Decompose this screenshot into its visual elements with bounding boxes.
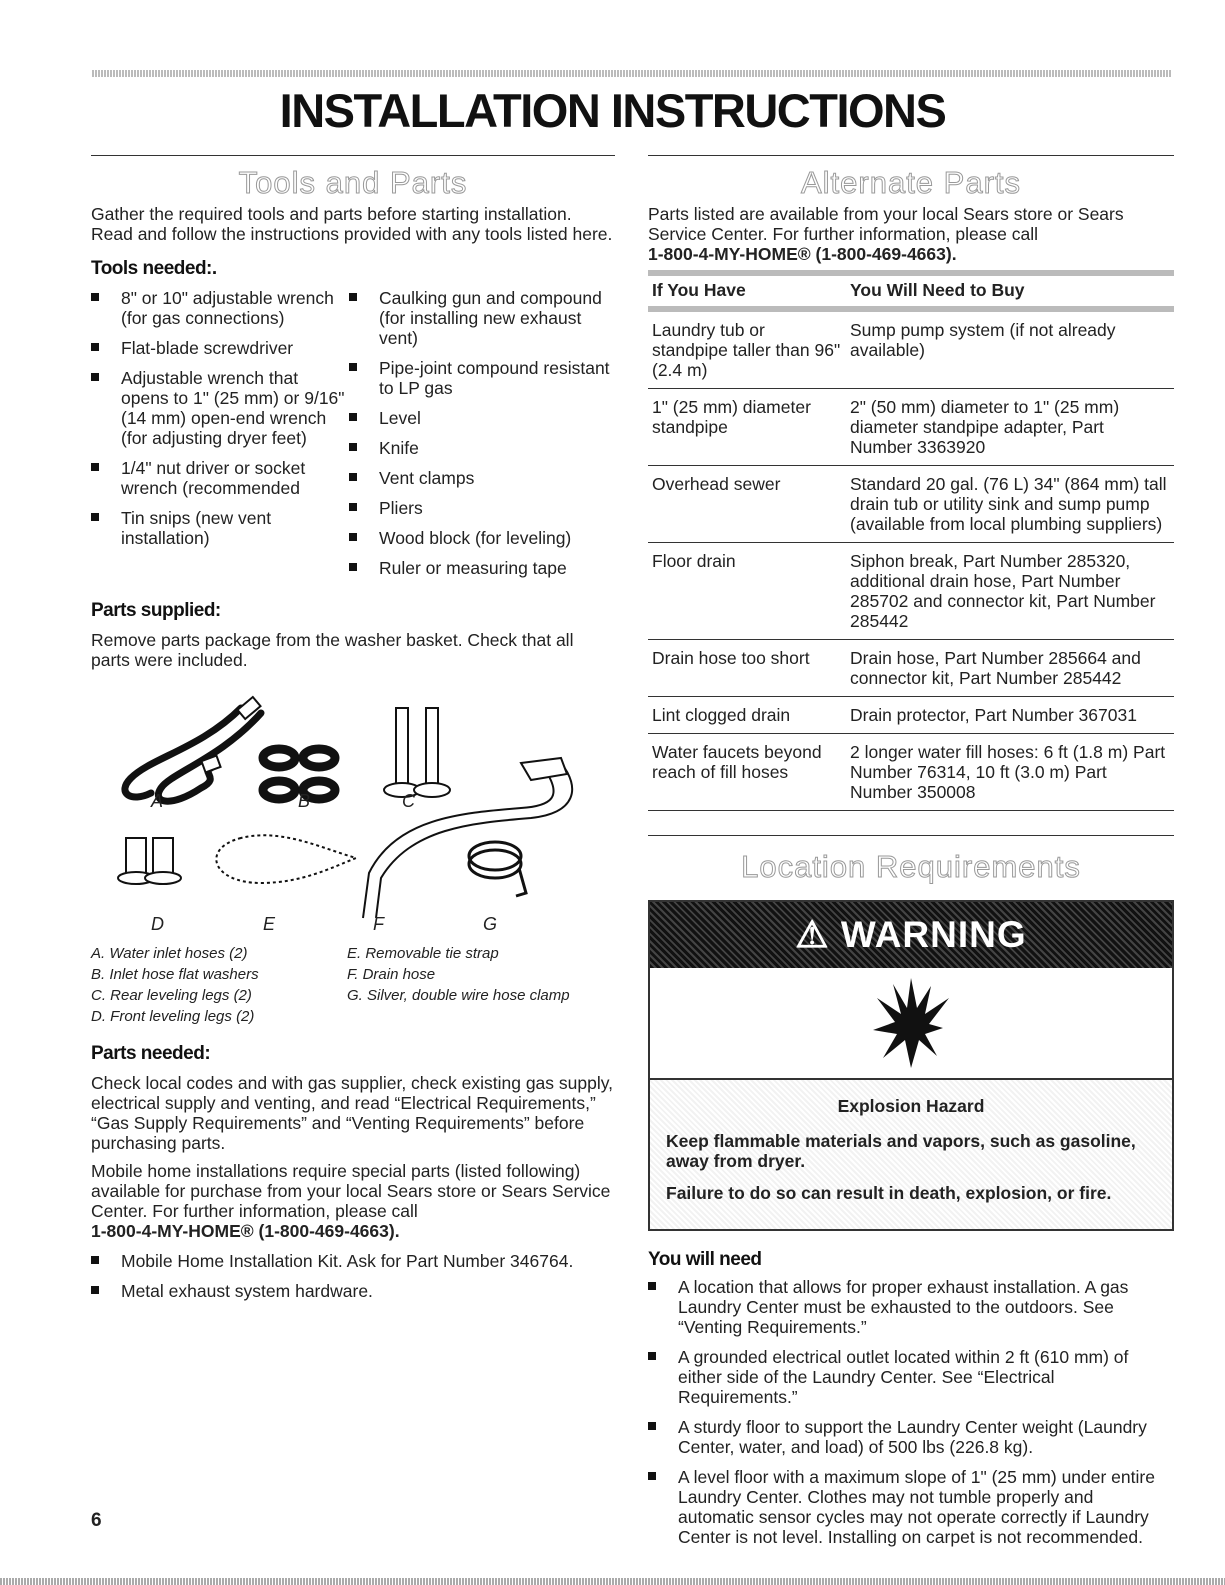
parts-needed-title: Parts needed: <box>91 1043 211 1064</box>
list-item <box>349 288 615 348</box>
section-heading-location: Location Requirements <box>741 849 1081 884</box>
explosion-icon <box>871 978 951 1068</box>
front-leveling-legs-drawing <box>118 838 181 884</box>
table-header: If You Have <box>648 273 846 309</box>
alternate-parts-table <box>648 270 1174 811</box>
part-letter-g: G <box>483 914 498 934</box>
list-item-text: A level floor with a maximum slope of 1" (25 mm) under entire Laundry Center. Clothes may not tumble properly and automatic sensor cycles may not operate correctly if Laundry Center is not level. Installing on carpet is not recommended. <box>678 1467 1155 1547</box>
water-inlet-hoses-drawing <box>125 708 261 801</box>
section-rule <box>648 155 1174 156</box>
tie-strap-drawing <box>216 835 356 883</box>
table-row <box>648 640 1174 697</box>
list-item-text: Pliers <box>379 498 423 518</box>
parts-supplied-title: Parts supplied: <box>91 600 221 621</box>
page-title: INSTALLATION INSTRUCTIONS <box>279 84 946 137</box>
table-cell: Lint clogged drain <box>648 697 846 734</box>
bullet-icon <box>91 293 99 301</box>
list-item-text: Caulking gun and compound (for installing new exhaust vent) <box>379 288 602 348</box>
parts-needed-list <box>91 1251 615 1301</box>
list-item <box>91 368 349 448</box>
parts-needed-text: Check local codes and with gas supplier, check existing gas supply, electrical supply and venting, and read “Electrical Requirements,” “Gas Supply Requirements” and “Venting Requirements” before purchasing parts. <box>91 1073 614 1153</box>
list-item-text: Ruler or measuring tape <box>379 558 567 578</box>
warning-label: WARNING <box>840 914 1027 955</box>
warning-box <box>648 900 1174 1231</box>
rear-leveling-legs-drawing <box>384 708 450 797</box>
list-item-text: Flat-blade screwdriver <box>121 338 294 358</box>
bullet-icon <box>349 503 357 511</box>
warning-triangle-icon: ⚠ <box>795 914 830 955</box>
list-item <box>349 408 615 428</box>
captions-col2 <box>347 943 570 1027</box>
list-item-text: 8" or 10" adjustable wrench (for gas connections) <box>121 288 334 328</box>
list-item-text: Tin snips (new vent installation) <box>121 508 272 548</box>
you-will-need-title: You will need <box>648 1249 762 1270</box>
list-item <box>648 1467 1174 1547</box>
bullet-icon <box>648 1282 656 1290</box>
table-cell: 1" (25 mm) diameter standpipe <box>648 389 846 466</box>
list-item <box>648 1277 1174 1337</box>
section-rule <box>648 835 1174 836</box>
list-item-text: A location that allows for proper exhaust installation. A gas Laundry Center must be exhausted to the outdoors. See “Venting Requirements.” <box>678 1277 1129 1337</box>
list-item <box>349 558 615 578</box>
list-item <box>91 338 349 358</box>
warning-text <box>650 1080 1172 1229</box>
bullet-icon <box>349 473 357 481</box>
bullet-icon <box>349 293 357 301</box>
table-cell: Drain hose, Part Number 285664 and connector kit, Part Number 285442 <box>846 640 1174 697</box>
drain-hose-drawing <box>363 758 572 918</box>
alternate-intro-text: Parts listed are available from your local Sears store or Sears Service Center. For further information, please call <box>648 204 1124 244</box>
list-item <box>349 498 615 518</box>
parts-drawing <box>91 678 615 943</box>
table-cell: 2 longer water fill hoses: 6 ft (1.8 m) Part Number 76314, 10 ft (3.0 m) Part Number 350008 <box>846 734 1174 811</box>
table-cell: Drain protector, Part Number 367031 <box>846 697 1174 734</box>
table-cell: Water faucets beyond reach of fill hoses <box>648 734 846 811</box>
caption: A. Water inlet hoses (2) <box>91 945 248 962</box>
bullet-icon <box>349 533 357 541</box>
table-header: You Will Need to Buy <box>846 273 1174 309</box>
bullet-icon <box>91 463 99 471</box>
section-heading-tools-parts: Tools and Parts <box>238 165 468 200</box>
table-cell: Laundry tub or standpipe taller than 96" (2.4 m) <box>648 309 846 389</box>
right-column <box>648 155 1174 1557</box>
list-item <box>91 1251 615 1271</box>
mobile-home-intro: Mobile home installations require special parts (listed following) available for purchase from your local Sears store or Sears Service Center. For further information, please call <box>91 1161 611 1221</box>
part-letter-f: F <box>373 914 384 934</box>
table-cell: Siphon break, Part Number 285320, additional drain hose, Part Number 285702 and connector kit, Part Number 285442 <box>846 543 1174 640</box>
table-cell: Standard 20 gal. (76 L) 34" (864 mm) tall drain tub or utility sink and sump pump (available from local plumbing suppliers) <box>846 466 1174 543</box>
caption: F. Drain hose <box>347 966 436 983</box>
bullet-icon <box>91 343 99 351</box>
part-letter-d: D <box>151 914 164 934</box>
list-item <box>648 1347 1174 1407</box>
list-item-text: A grounded electrical outlet located within 2 ft (610 mm) of either side of the Laundry Center. See “Electrical Requirements.” <box>678 1347 1129 1407</box>
table-cell: Drain hose too short <box>648 640 846 697</box>
list-item-text: 1/4" nut driver or socket wrench (recommended <box>121 458 306 498</box>
caption: D. Front leveling legs (2) <box>91 1008 255 1025</box>
list-item-text: Knife <box>379 438 419 458</box>
parts-captions <box>91 943 615 1027</box>
bullet-icon <box>648 1422 656 1430</box>
part-letter-b: B <box>298 791 311 811</box>
section-rule <box>91 155 615 156</box>
caption: B. Inlet hose flat washers <box>91 966 259 983</box>
parts-illustration <box>91 678 615 943</box>
parts-supplied-text: Remove parts package from the washer basket. Check that all parts were included. <box>91 630 574 670</box>
table-row <box>648 697 1174 734</box>
table-row <box>648 734 1174 811</box>
table-row <box>648 389 1174 466</box>
bullet-icon <box>648 1472 656 1480</box>
hazard-title: Explosion Hazard <box>837 1096 985 1116</box>
table-row <box>648 466 1174 543</box>
list-item-text: Vent clamps <box>379 468 475 488</box>
bullet-icon <box>91 1256 99 1264</box>
bullet-icon <box>349 413 357 421</box>
list-item <box>91 288 349 328</box>
table-cell: Overhead sewer <box>648 466 846 543</box>
table-row <box>648 543 1174 640</box>
section-heading-alternate-parts: Alternate Parts <box>800 165 1022 200</box>
table-row <box>648 309 1174 389</box>
bullet-icon <box>91 1286 99 1294</box>
table-cell: Sump pump system (if not already available) <box>846 309 1174 389</box>
top-decorative-bar <box>92 70 1172 77</box>
list-item-text: Mobile Home Installation Kit. Ask for Part Number 346764. <box>121 1251 574 1271</box>
bullet-icon <box>349 563 357 571</box>
list-item-text: A sturdy floor to support the Laundry Center weight (Laundry Center, water, and load) of 500 lbs (226.8 kg). <box>678 1417 1147 1457</box>
list-item <box>91 458 349 498</box>
hazard-consequence: Failure to do so can result in death, explosion, or fire. <box>666 1183 1112 1203</box>
caption: E. Removable tie strap <box>347 945 499 962</box>
bullet-icon <box>91 513 99 521</box>
table-cell: 2" (50 mm) diameter to 1" (25 mm) diameter standpipe adapter, Part Number 3363920 <box>846 389 1174 466</box>
list-item-text: Level <box>379 408 421 428</box>
list-item <box>349 528 615 548</box>
part-letter-e: E <box>263 914 276 934</box>
mobile-home-text <box>91 1161 615 1241</box>
list-item <box>91 508 349 548</box>
list-item <box>91 1281 615 1301</box>
tools-intro: Gather the required tools and parts before starting installation. Read and follow the instructions provided with any tools listed here. <box>91 204 613 244</box>
phone-number: 1-800-4-MY-HOME® (1-800-469-4663). <box>648 244 957 264</box>
alternate-intro <box>648 204 1174 264</box>
tools-list <box>91 288 615 588</box>
list-item <box>648 1417 1174 1457</box>
tools-list-col1 <box>91 288 349 588</box>
hazard-instruction: Keep flammable materials and vapors, such as gasoline, away from dryer. <box>666 1131 1136 1171</box>
list-item <box>349 358 615 398</box>
table-header-row <box>648 273 1174 309</box>
bullet-icon <box>91 373 99 381</box>
caption: G. Silver, double wire hose clamp <box>347 987 570 1004</box>
captions-col1 <box>91 943 347 1027</box>
page-number: 6 <box>91 1510 102 1531</box>
bottom-decorative-bar <box>0 1578 1225 1585</box>
phone-number: 1-800-4-MY-HOME® (1-800-469-4663). <box>91 1221 400 1241</box>
bullet-icon <box>648 1352 656 1360</box>
list-item <box>349 468 615 488</box>
part-letter-c: C <box>402 791 415 811</box>
hose-clamp-drawing <box>469 842 526 896</box>
list-item-text: Wood block (for leveling) <box>379 528 572 548</box>
table-body <box>648 309 1174 811</box>
warning-banner <box>650 902 1172 968</box>
table-cell: Floor drain <box>648 543 846 640</box>
caption: C. Rear leveling legs (2) <box>91 987 252 1004</box>
list-item-text: Pipe-joint compound resistant to LP gas <box>379 358 610 398</box>
list-item-text: Adjustable wrench that opens to 1" (25 mm) or 9/16" (14 mm) open-end wrench (for adjusting dryer feet) <box>121 368 345 448</box>
tools-list-col2 <box>349 288 615 588</box>
tools-needed-title: Tools needed:. <box>91 258 217 279</box>
list-item <box>349 438 615 458</box>
location-needs-list <box>648 1277 1174 1547</box>
bullet-icon <box>349 443 357 451</box>
left-column <box>91 155 615 1311</box>
explosion-icon-area <box>650 968 1172 1080</box>
bullet-icon <box>349 363 357 371</box>
list-item-text: Metal exhaust system hardware. <box>121 1281 373 1301</box>
part-letter-a: A <box>151 791 164 811</box>
